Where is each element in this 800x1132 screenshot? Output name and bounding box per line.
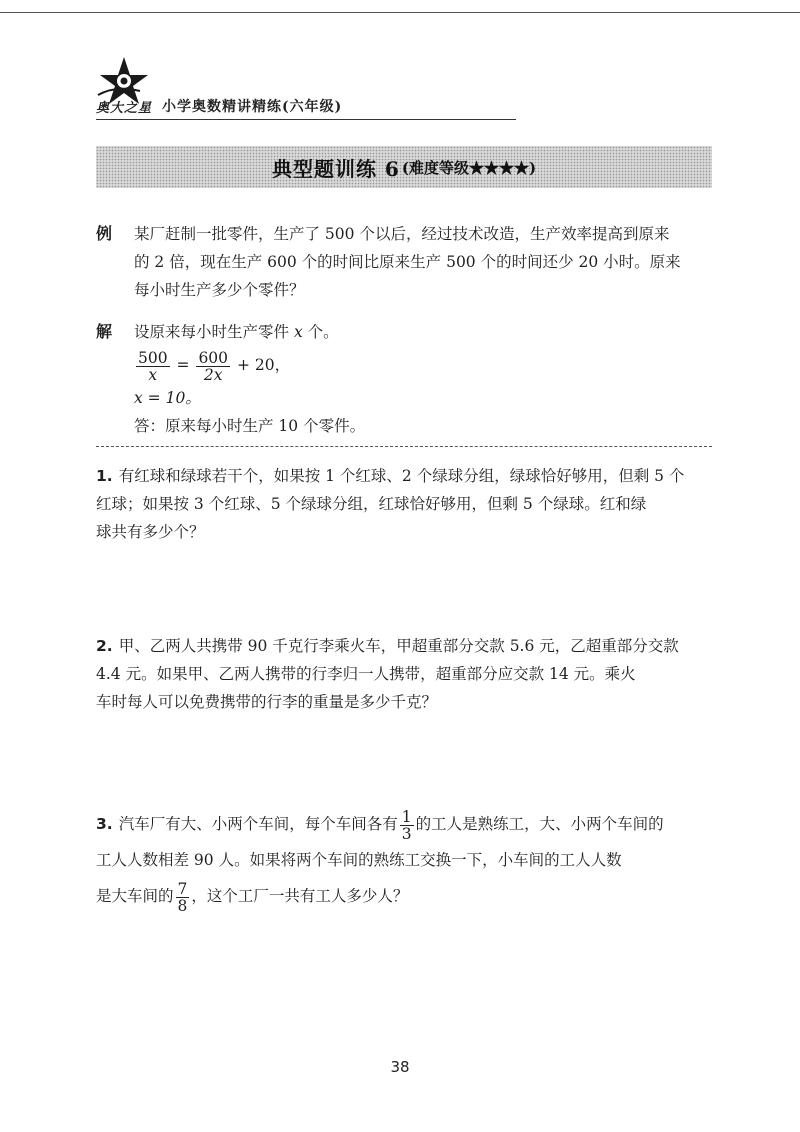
example-line: 的 2 倍，现在生产 600 个的时间比原来生产 500 个的时间还少 20 小时。原来 xyxy=(134,253,681,271)
question-1 xyxy=(96,462,716,546)
question-line: 红球；如果按 3 个红球、5 个绿球分组，红球恰好够用，但剩 5 个绿球。红和绿 xyxy=(96,495,647,513)
variable-x: x xyxy=(293,323,303,341)
question-number: 2. xyxy=(96,637,113,655)
solution-block xyxy=(96,318,716,440)
question-line: 车时每人可以免费携带的行李的重量是多少千克？ xyxy=(96,693,438,711)
brand-name: 奥大之星 xyxy=(96,101,153,116)
question-number: 3. xyxy=(96,815,113,833)
question-line: 3. 汽车厂有大、小两个车间，每个车间各有 $\frac{1}{3}$ 的工人是熟练工，大、小两个车间的 xyxy=(96,807,664,843)
example-line: 每小时生产多少个零件？ xyxy=(134,281,305,299)
header-rule xyxy=(96,119,516,120)
solution-setup: 设原来每小时生产零件 x 个。 xyxy=(134,323,339,341)
difficulty-rating: (难度等级★★★★) xyxy=(401,158,537,177)
question-3 xyxy=(96,806,716,914)
page-number: 38 xyxy=(390,1058,410,1076)
section-title: 典型题训练 6 xyxy=(271,156,400,181)
example-line: 某厂赶制一批零件，生产了 500 个以后，经过技术改造，生产效率提高到原来 xyxy=(134,225,670,243)
question-line: 1. 有红球和绿球若干个，如果按 1 个红球、2 个绿球分组，绿球恰好够用，但剩 5 个 xyxy=(96,467,685,485)
page-header xyxy=(96,55,516,121)
example-block xyxy=(96,220,716,304)
question-line: 工人人数相差 90 人。如果将两个车间的熟练工交换一下，小车间的工人人数 xyxy=(96,851,622,869)
fraction: $\frac{7}{8}$ xyxy=(177,879,188,915)
question-line: 4.4 元。如果甲、乙两人携带的行李归一人携带，超重部分应交款 14 元。乘火 xyxy=(96,665,636,683)
solution-label: 解 xyxy=(96,322,113,341)
question-2 xyxy=(96,632,716,716)
fraction: $\frac{500}{x}$ xyxy=(138,348,168,384)
top-rule xyxy=(0,12,800,13)
solution-result: x = 10。 xyxy=(134,389,201,407)
book-title: 小学奥数精讲精练(六年级) xyxy=(162,99,343,115)
dashed-divider xyxy=(96,446,712,447)
question-line: 2. 甲、乙两人共携带 90 千克行李乘火车，甲超重部分交款 5.6 元，乙超重部分交款 xyxy=(96,637,679,655)
question-line: 球共有多少个？ xyxy=(96,523,205,541)
fraction: $\frac{1}{3}$ xyxy=(401,807,412,843)
fraction: $\frac{600}{2x}$ xyxy=(198,348,229,384)
question-number: 1. xyxy=(96,467,113,485)
solution-answer: 答：原来每小时生产 10 个零件。 xyxy=(134,417,366,435)
solution-equation: $\frac{500}{x}$ = $\frac{600}{2x}$ + 20， xyxy=(138,348,291,384)
example-label: 例 xyxy=(96,224,113,243)
question-line: 是大车间的 $\frac{7}{8}$ ，这个工厂一共有工人多少人？ xyxy=(96,879,409,915)
section-banner xyxy=(96,146,712,188)
